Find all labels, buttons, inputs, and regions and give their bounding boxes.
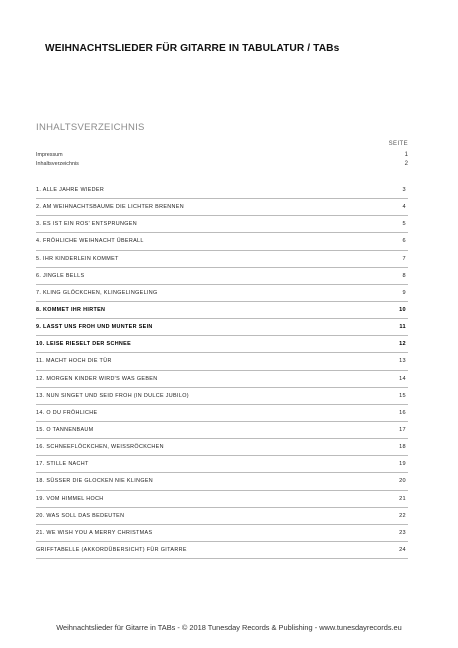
toc-entry-title: 9. LASST UNS FROH UND MUNTER SEIN (36, 324, 153, 331)
toc-entry-page: 24 (399, 547, 406, 554)
toc-entry-title: 5. IHR KINDERLEIN KOMMET (36, 255, 119, 262)
toc-entry[interactable] (36, 268, 408, 285)
toc-entry-title: 6. JINGLE BELLS (36, 272, 85, 279)
toc-entry-page: 6 (402, 238, 406, 245)
toc-entry-title: 15. O TANNENBAUM (36, 427, 94, 434)
toc-entry[interactable] (36, 182, 408, 199)
toc-entry-page: 23 (399, 529, 406, 536)
toc-entry[interactable] (36, 456, 408, 473)
toc-list (36, 182, 408, 559)
toc-entry-title: 21. WE WISH YOU A MERRY CHRISTMAS (36, 529, 153, 536)
toc-entry-page: 3 (402, 187, 406, 194)
document-title: WEIHNACHTSLIEDER FÜR GITARRE IN TABULATUR / TABs (45, 43, 340, 54)
toc-entry-title: 16. SCHNEEFLÖCKCHEN, WEISSRÖCKCHEN (36, 444, 164, 451)
toc-entry-page: 16 (399, 409, 406, 416)
intro-list (36, 152, 408, 170)
intro-entry-page: 1 (404, 152, 408, 158)
toc-entry-page: 17 (399, 427, 406, 434)
toc-entry-title: 19. VOM HIMMEL HOCH (36, 495, 104, 502)
toc-entry-title: 14. O DU FRÖHLICHE (36, 409, 98, 416)
toc-entry-page: 22 (399, 512, 406, 519)
toc-entry[interactable] (36, 542, 408, 559)
toc-entry[interactable] (36, 439, 408, 456)
toc-entry[interactable] (36, 491, 408, 508)
intro-entry-label: Inhaltsverzeichnis (36, 161, 79, 167)
toc-heading: INHALTSVERZEICHNIS (36, 122, 145, 133)
toc-entry-page: 4 (402, 204, 406, 211)
toc-entry-title: 2. AM WEIHNACHTSBAUME DIE LICHTER BRENNEN (36, 204, 184, 211)
toc-entry[interactable] (36, 405, 408, 422)
toc-entry-title: 17. STILLE NACHT (36, 461, 89, 468)
toc-entry-title: 13. NUN SINGET UND SEID FROH (IN DULCE JUBILO) (36, 392, 189, 399)
toc-entry-title: 8. KOMMET IHR HIRTEN (36, 307, 106, 314)
toc-entry-page: 15 (399, 392, 406, 399)
toc-entry-title: 10. LEISE RIESELT DER SCHNEE (36, 341, 132, 348)
toc-entry-page: 21 (399, 495, 406, 502)
intro-entry-label: Impressum (36, 152, 63, 158)
toc-entry-page: 14 (399, 375, 406, 382)
toc-entry-page: 12 (399, 341, 406, 348)
toc-entry-title: GRIFFTABELLE (AKKORDÜBERSICHT) FÜR GITARRE (36, 547, 187, 554)
toc-entry[interactable] (36, 216, 408, 233)
toc-entry[interactable] (36, 525, 408, 542)
toc-entry-title: 12. MORGEN KINDER WIRD'S WAS GEBEN (36, 375, 158, 382)
page-column-label: SEITE (388, 141, 408, 147)
toc-entry[interactable] (36, 371, 408, 388)
toc-entry[interactable] (36, 353, 408, 370)
toc-entry[interactable] (36, 336, 408, 353)
toc-entry-page: 7 (402, 255, 406, 262)
toc-entry-page: 13 (399, 358, 406, 365)
toc-entry[interactable] (36, 508, 408, 525)
toc-entry[interactable] (36, 251, 408, 268)
toc-entry-page: 19 (399, 461, 406, 468)
page-footer: Weihnachtslieder für Gitarre in TABs - © 2018 Tunesday Records & Publishing - www.tunesdayrecords.eu (56, 623, 402, 632)
toc-entry[interactable] (36, 302, 408, 319)
toc-entry-title: 1. ALLE JAHRE WIEDER (36, 187, 105, 194)
intro-entry-impressum[interactable] (36, 152, 408, 161)
toc-entry-page: 18 (399, 444, 406, 451)
toc-entry-title: 11. MACHT HOCH DIE TÜR (36, 358, 112, 365)
toc-entry[interactable] (36, 473, 408, 490)
toc-entry-title: 3. ES IST EIN ROS' ENTSPRUNGEN (36, 221, 137, 228)
toc-entry[interactable] (36, 199, 408, 216)
toc-entry-title: 18. SÜSSER DIE GLOCKEN NIE KLINGEN (36, 478, 154, 485)
intro-entry-inhaltsverzeichnis[interactable] (36, 161, 408, 170)
toc-entry-page: 8 (402, 272, 406, 279)
toc-entry[interactable] (36, 285, 408, 302)
toc-entry-title: 7. KLING GLÖCKCHEN, KLINGELINGELING (36, 289, 158, 296)
toc-entry[interactable] (36, 422, 408, 439)
toc-entry[interactable] (36, 388, 408, 405)
toc-entry-page: 20 (399, 478, 406, 485)
toc-entry-title: 4. FRÖHLICHE WEIHNACHT ÜBERALL (36, 238, 144, 245)
toc-entry-page: 9 (402, 289, 406, 296)
toc-entry-page: 5 (402, 221, 406, 228)
toc-entry-page: 11 (399, 324, 406, 331)
toc-entry[interactable] (36, 319, 408, 336)
toc-entry-page: 10 (399, 307, 406, 314)
toc-entry-title: 20. WAS SOLL DAS BEDEUTEN (36, 512, 125, 519)
intro-entry-page: 2 (404, 161, 408, 167)
toc-entry[interactable] (36, 233, 408, 250)
